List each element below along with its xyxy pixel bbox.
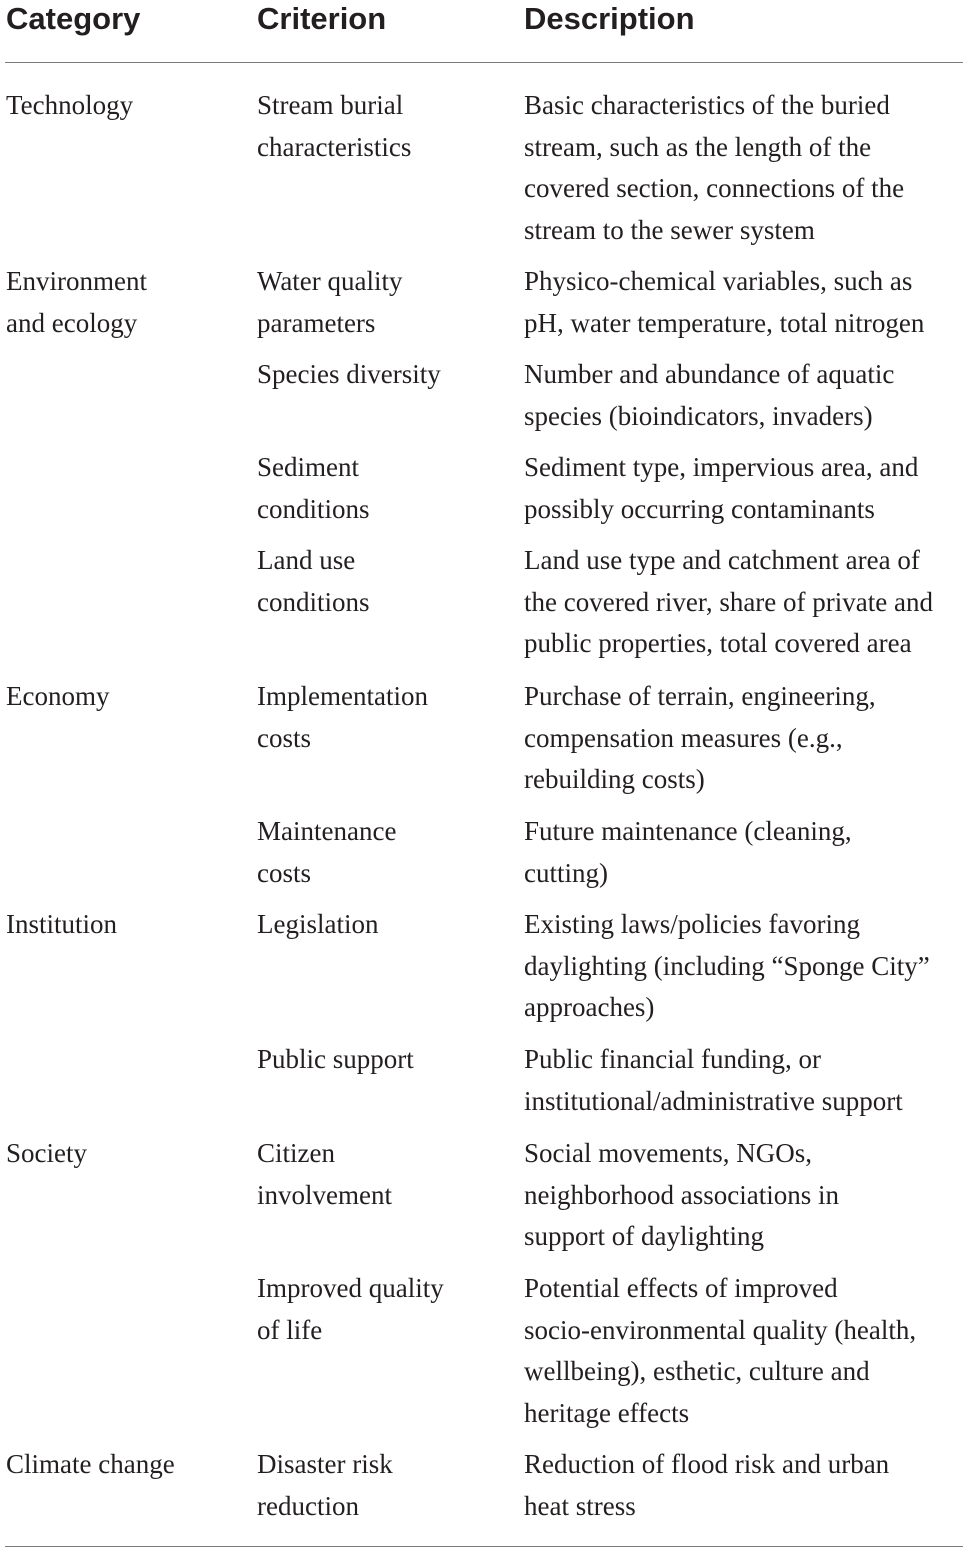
cell-line: characteristics (257, 131, 412, 162)
cell-description (524, 1268, 968, 1434)
cell-line: species (bioindicators, invaders) (524, 400, 873, 431)
cell-line: Water quality (257, 266, 403, 296)
cell-description (524, 85, 968, 251)
cell-line: Implementation (257, 681, 428, 711)
cell-category (6, 1444, 246, 1486)
cell-line: neighborhood associations in (524, 1179, 839, 1210)
cell-criterion (257, 447, 512, 530)
cell-line: Climate change (6, 1449, 175, 1479)
cell-line: Physico-chemical variables, such as (524, 266, 913, 296)
cell-line: Legislation (257, 909, 379, 939)
cell-description (524, 1133, 968, 1258)
cell-criterion (257, 261, 512, 344)
table-header (0, 0, 968, 40)
cell-line: Disaster risk (257, 1449, 393, 1479)
cell-line: cutting) (524, 857, 608, 888)
cell-line: Economy (6, 681, 110, 711)
cell-line: Improved quality (257, 1273, 444, 1303)
cell-line: parameters (257, 307, 376, 338)
cell-description (524, 1039, 968, 1122)
cell-line: costs (257, 857, 311, 888)
cell-line: involvement (257, 1179, 392, 1210)
cell-line: daylighting (including “Sponge City” (524, 950, 930, 981)
cell-line: costs (257, 722, 311, 753)
cell-line: Land use type and catchment area of (524, 545, 920, 575)
cell-line: Society (6, 1138, 87, 1168)
header-description: Description (524, 1, 695, 36)
cell-line: Citizen (257, 1138, 335, 1168)
cell-description (524, 447, 968, 530)
cell-line: Existing laws/policies favoring (524, 909, 860, 939)
cell-line: the covered river, share of private and (524, 586, 933, 617)
cell-line: stream, such as the length of the (524, 131, 872, 162)
cell-category (6, 85, 246, 127)
cell-criterion (257, 1133, 512, 1216)
cell-line: Environment (6, 266, 147, 296)
cell-description (524, 811, 968, 894)
cell-line: of life (257, 1314, 323, 1345)
cell-line: Future maintenance (cleaning, (524, 816, 852, 846)
cell-line: wellbeing), esthetic, culture and (524, 1356, 870, 1386)
cell-line: Land use (257, 545, 356, 575)
header-criterion: Criterion (257, 1, 387, 36)
cell-category (6, 904, 246, 946)
cell-line: Basic characteristics of the buried (524, 90, 890, 120)
cell-line: Potential effects of improved (524, 1273, 838, 1303)
cell-line: heritage effects (524, 1397, 690, 1428)
cell-line: Sediment type, impervious area, and (524, 452, 919, 482)
cell-criterion (257, 354, 512, 396)
cell-line: Sediment (257, 452, 359, 482)
cell-description (524, 904, 968, 1029)
cell-line: reduction (257, 1490, 359, 1521)
header-category: Category (6, 1, 141, 36)
cell-line: heat stress (524, 1490, 636, 1521)
cell-line: public properties, total covered area (524, 628, 912, 658)
cell-line: institutional/administrative support (524, 1085, 903, 1116)
cell-line: Stream burial (257, 90, 404, 120)
cell-line: possibly occurring contaminants (524, 493, 875, 524)
cell-line: Maintenance (257, 816, 397, 846)
cell-line: approaches) (524, 992, 655, 1022)
cell-category (6, 261, 246, 344)
cell-line: Institution (6, 909, 118, 939)
cell-line: compensation measures (e.g., (524, 722, 843, 753)
cell-criterion (257, 676, 512, 759)
cell-criterion (257, 811, 512, 894)
cell-line: pH, water temperature, total nitrogen (524, 307, 925, 338)
cell-line: Social movements, NGOs, (524, 1138, 812, 1168)
cell-description (524, 540, 968, 665)
cell-line: covered section, connections of the (524, 173, 905, 203)
cell-description (524, 676, 968, 801)
cell-line: Public financial funding, or (524, 1044, 821, 1074)
cell-criterion (257, 1444, 512, 1527)
cell-description (524, 1444, 968, 1527)
cell-line: Reduction of flood risk and urban (524, 1449, 890, 1479)
cell-line: socio-environmental quality (health, (524, 1314, 917, 1345)
cell-criterion (257, 1268, 512, 1351)
cell-description (524, 354, 968, 437)
cell-line: Public support (257, 1044, 414, 1074)
cell-line: conditions (257, 493, 370, 524)
cell-line: Species diversity (257, 359, 441, 389)
cell-criterion (257, 540, 512, 623)
cell-category (6, 676, 246, 718)
cell-line: and ecology (6, 307, 138, 338)
cell-line: Purchase of terrain, engineering, (524, 681, 876, 711)
cell-line: rebuilding costs) (524, 764, 705, 794)
cell-criterion (257, 85, 512, 168)
cell-line: Number and abundance of aquatic (524, 359, 895, 389)
cell-line: stream to the sewer system (524, 214, 815, 245)
cell-criterion (257, 1039, 512, 1081)
bottom-rule (5, 1546, 963, 1547)
cell-line: conditions (257, 586, 370, 617)
cell-line: Technology (6, 90, 134, 120)
cell-category (6, 1133, 246, 1175)
header-rule (5, 62, 963, 63)
cell-criterion (257, 904, 512, 946)
cell-description (524, 261, 968, 344)
cell-line: support of daylighting (524, 1221, 764, 1251)
